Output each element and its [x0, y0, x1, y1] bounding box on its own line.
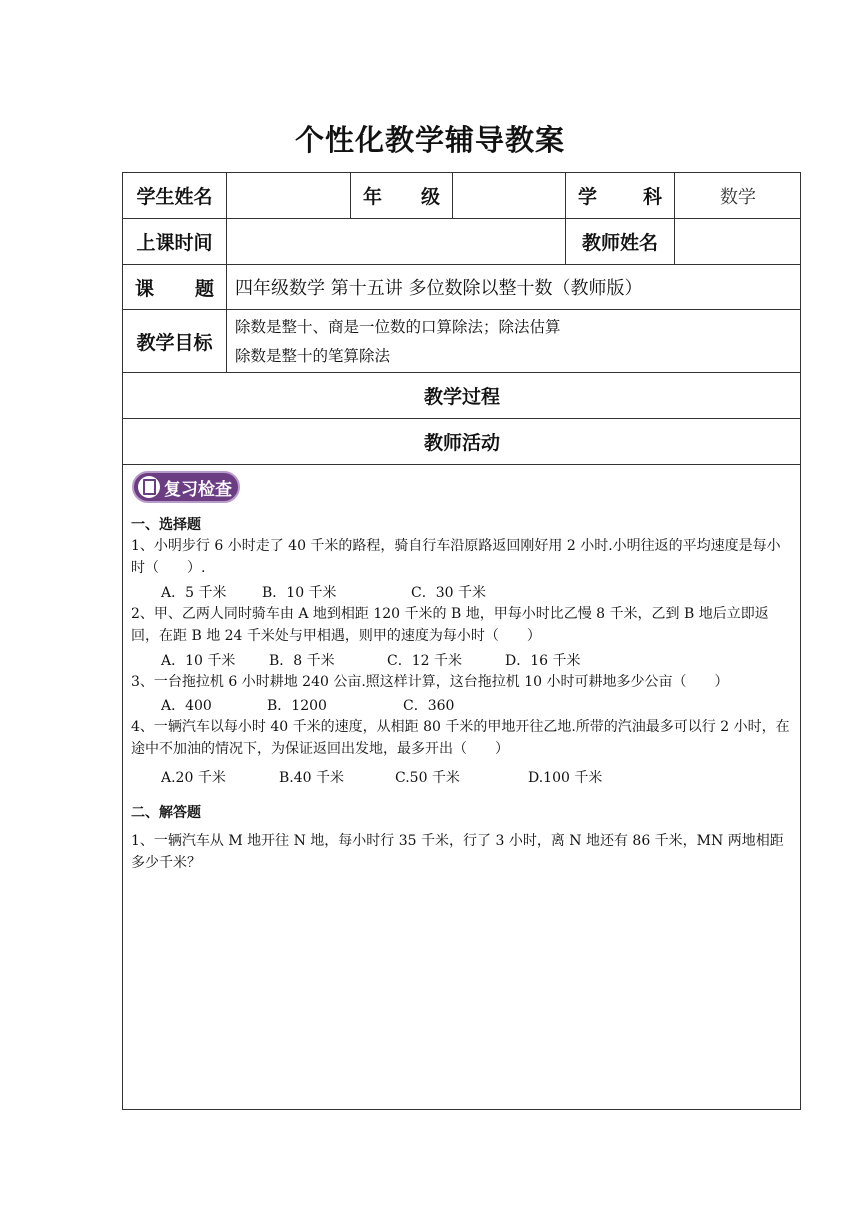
option: A．10 千米: [161, 653, 236, 669]
option: B.40 千米: [279, 770, 345, 786]
question-text: 1、一辆汽车从 M 地开往 N 地，每小时行 35 千米，行了 3 小时，离 N 地还有 86 千米，MN 两地相距多少千米？: [131, 833, 784, 871]
grade-value[interactable]: [453, 173, 565, 218]
student-name-label: 学生姓名: [136, 186, 213, 208]
option: A.20 千米: [161, 770, 226, 786]
option: C．12 千米: [387, 653, 462, 669]
option: D.100 千米: [528, 770, 603, 786]
objective-label: 教学目标: [136, 331, 213, 354]
option: B．10 千米: [262, 585, 337, 601]
review-check-badge: [132, 471, 240, 503]
topic-label-b: 题: [194, 277, 214, 300]
question-text: 1、小明步行 6 小时走了 40 千米的路程，骑自行车沿原路返回刚好用 2 小时.小明往返的平均速度是每小时（ ）.: [131, 538, 781, 576]
question-text: 3、一台拖拉机 6 小时耕地 240 公亩.照这样计算，这台拖拉机 10 小时可耕地多少公亩（ ）: [131, 674, 729, 690]
topic-label-a: 课: [135, 277, 155, 300]
teacher-name-value[interactable]: [675, 219, 801, 264]
process-header: 教学过程: [423, 386, 500, 408]
objective-content: [235, 313, 561, 371]
subject-label: [566, 173, 674, 218]
option: A．5 千米: [161, 585, 227, 601]
grade-label-b: 级: [420, 186, 440, 208]
subject-value[interactable]: 数学: [720, 186, 756, 208]
teacher-name-label: 教师姓名: [581, 232, 658, 254]
student-name-value[interactable]: [227, 173, 350, 218]
option: B．1200: [267, 698, 327, 714]
option: C.50 千米: [395, 770, 460, 786]
topic-value: 四年级数学 第十五讲 多位数除以整十数（教师版）: [235, 278, 643, 299]
question-text: 2、甲、乙两人同时骑车由 A 地到相距 120 千米的 B 地，甲每小时比乙慢 8 千米，乙到 B 地后立即返回，在距 B 地 24 千米处与甲相遇，则甲的速度为每小时（ ）: [131, 606, 769, 644]
activity-header: 教师活动: [423, 432, 500, 454]
subject-label-a: 学: [578, 186, 598, 208]
option: C．360: [403, 698, 455, 714]
grade-label-a: 年: [363, 186, 383, 208]
document-icon: [138, 476, 160, 498]
objective-line: 除数是整十的笔算除法: [235, 347, 391, 365]
teacher-activity-content: [123, 465, 800, 1109]
question-text: 4、一辆汽车以每小时 40 千米的速度，从相距 80 千米的甲地开往乙地.所带的汽油最多可以行 2 小时，在途中不加油的情况下，为保证返回出发地，最多开出（ ）: [131, 719, 790, 757]
objective-line: 除数是整十、商是一位数的口算除法；除法估算: [235, 318, 561, 336]
option: D．16 千米: [505, 653, 581, 669]
grade-label: [351, 173, 452, 218]
section-title: 二、解答题: [131, 805, 201, 821]
topic-label: [123, 265, 226, 309]
class-time-value[interactable]: [227, 219, 565, 264]
badge-label: 复习检查: [164, 479, 232, 500]
page-title: 个性化教学辅导教案: [294, 123, 565, 157]
option: C．30 千米: [411, 585, 486, 601]
option: B．8 千米: [269, 653, 335, 669]
option: A．400: [161, 698, 212, 714]
section-title: 一、选择题: [131, 517, 201, 533]
subject-label-b: 科: [642, 186, 662, 208]
class-time-label: 上课时间: [136, 232, 213, 254]
lesson-plan-table: [122, 172, 801, 1110]
